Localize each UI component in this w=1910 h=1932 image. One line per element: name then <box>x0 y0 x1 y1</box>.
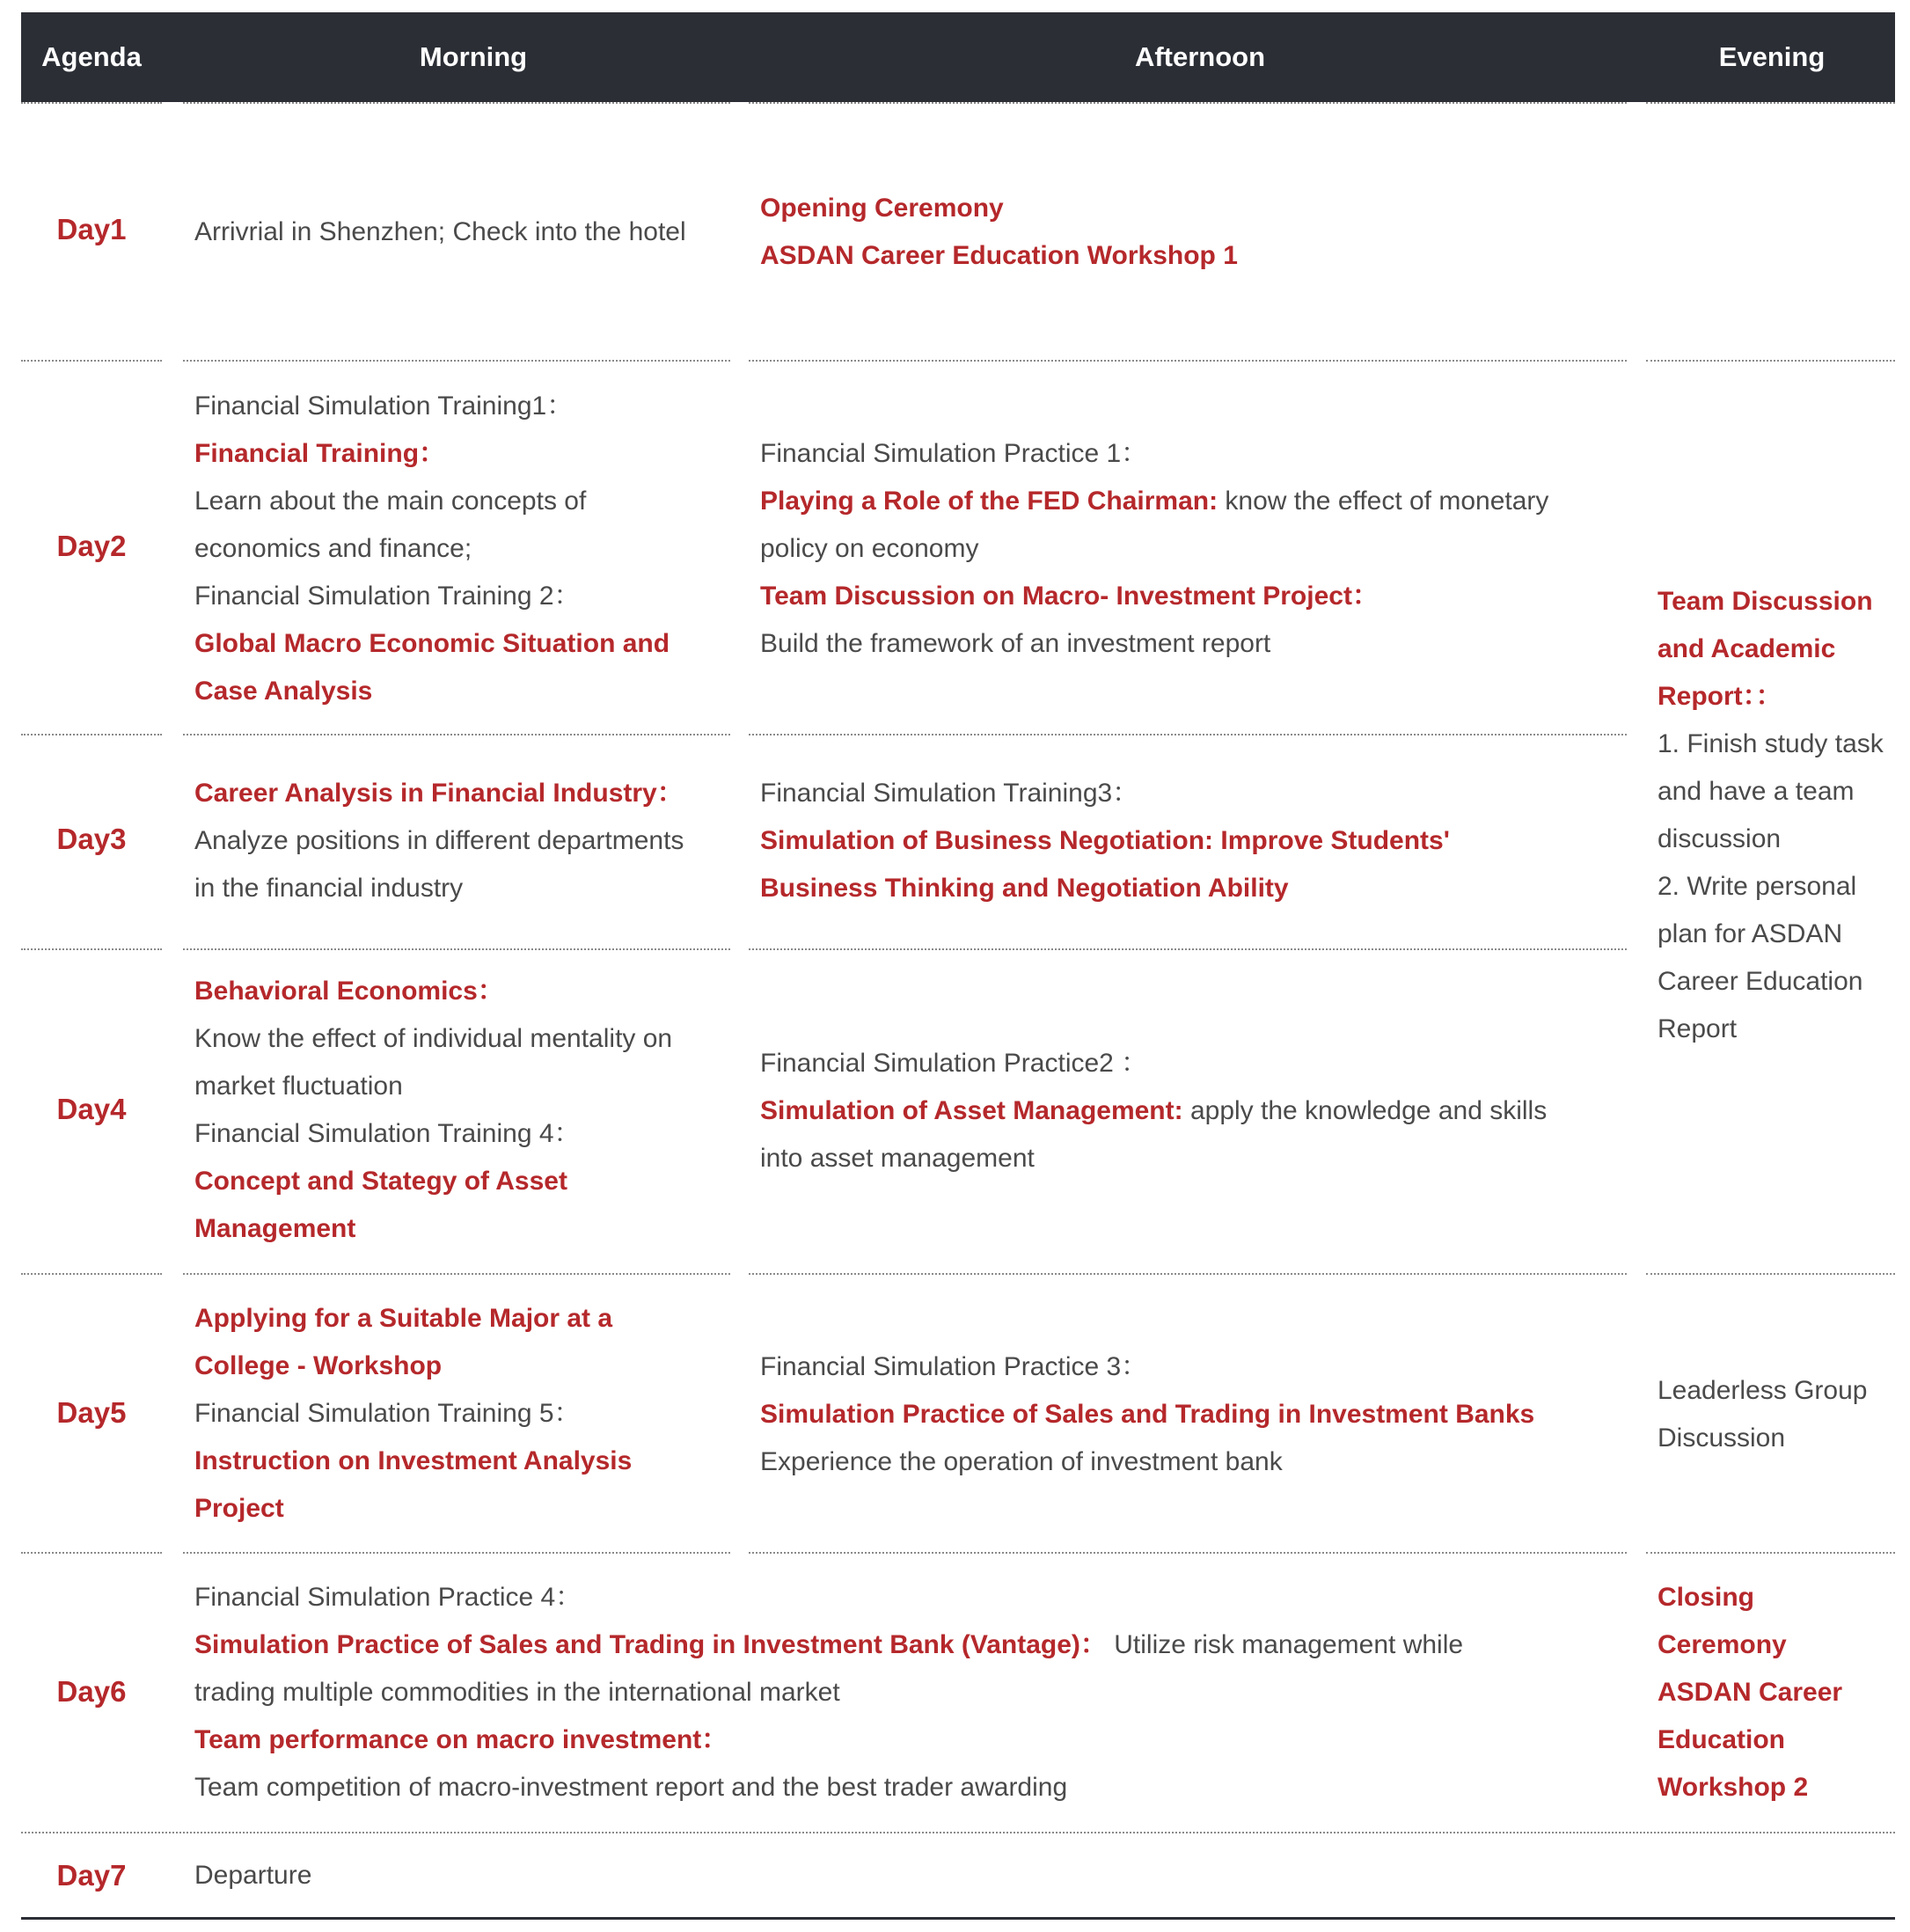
table-bottom-border <box>21 1917 1895 1920</box>
evening-team-discussion: Team Discussion and Academic Report：： 1. Finish study task and have a team discussion 2. Write personal plan for ASDAN Career Education Report <box>1658 587 1884 1043</box>
day1-afternoon: Opening Ceremony ASDAN Career Education Workshop 1 <box>760 194 1238 270</box>
header-agenda: Agenda <box>41 41 142 72</box>
day6-morning-afternoon: Financial Simulation Practice 4： Simulation Practice of Sales and Trading in Investment Bank (Vantage)： Utilize risk management while trading multiple commodities in the international market Team performance on macro investment： Team competition of macro-investment report and the best trader awarding <box>194 1583 1464 1802</box>
day4-morning: Behavioral Economics： Know the effect of individual mentality on market fluctuation Financial Simulation Training 4： Concept and Stategy of Asset Management <box>194 977 673 1243</box>
day3-label: Day3 <box>56 823 127 855</box>
day3-morning: Career Analysis in Financial Industry： Analyze positions in different departments in the financial industry <box>194 779 684 903</box>
day2-morning: Financial Simulation Training1： Financial Training： Learn about the main concepts of economics and finance; Financial Simulation Training 2： Global Macro Economic Situation and Case Analysis <box>194 392 670 706</box>
day1-label: Day1 <box>56 213 127 245</box>
day3-afternoon: Financial Simulation Training3： Simulation of Business Negotiation: Improve Students' Business Thinking and Negotiation Ability <box>760 779 1450 903</box>
day6-label: Day6 <box>56 1675 127 1708</box>
day4-afternoon: Financial Simulation Practice2 ： Simulation of Asset Management: apply the knowledge and skills into asset management <box>760 1049 1548 1173</box>
day5-label: Day5 <box>56 1396 127 1429</box>
header-afternoon: Afternoon <box>1134 41 1266 72</box>
day6-evening: Closing Ceremony ASDAN Career Education Workshop 2 <box>1658 1583 1843 1802</box>
day1-morning: Arrivrial in Shenzhen; Check into the hotel <box>194 217 686 246</box>
day5-afternoon: Financial Simulation Practice 3： Simulation Practice of Sales and Trading in Investment Banks Experience the operation of investment bank <box>760 1352 1535 1476</box>
day2-label: Day2 <box>56 530 127 562</box>
table-header <box>21 12 1895 102</box>
day5-evening: Leaderless Group Discussion <box>1658 1376 1868 1453</box>
day7-label: Day7 <box>56 1859 127 1892</box>
header-evening: Evening <box>1718 41 1826 72</box>
day7-morning: Departure <box>194 1861 312 1890</box>
day2-afternoon: Financial Simulation Practice 1： Playing a Role of the FED Chairman: know the effect of monetary policy on economy Team Discussion on Macro- Investment Project： Build the framework of an investment report <box>760 439 1549 658</box>
header-morning: Morning <box>419 41 528 72</box>
day4-label: Day4 <box>56 1093 127 1125</box>
day5-morning: Applying for a Suitable Major at a College - Workshop Financial Simulation Training 5： Instruction on Investment Analysis Project <box>194 1304 633 1523</box>
